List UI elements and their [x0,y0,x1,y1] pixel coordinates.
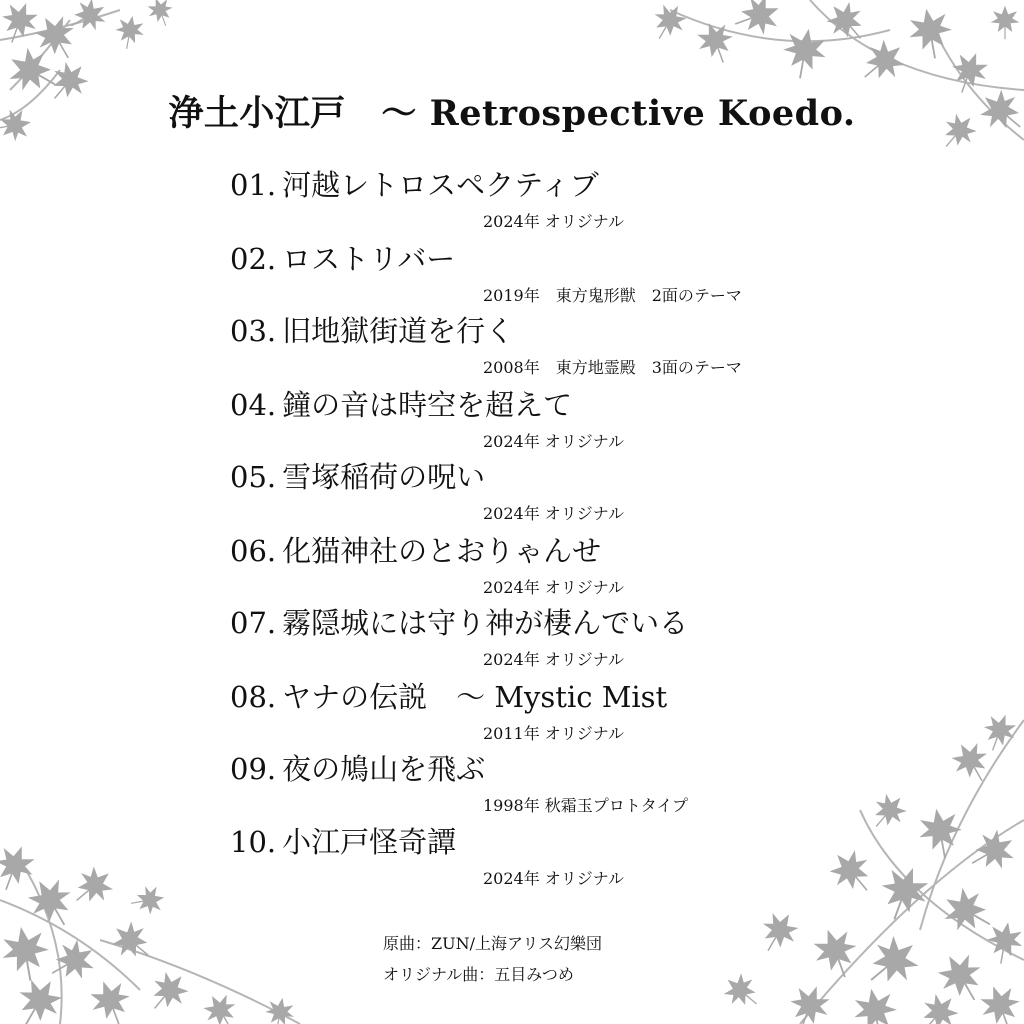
track-item [230,459,850,523]
track-item [230,605,850,669]
track-title: 河越レトロスペクティブ [282,168,599,202]
maple-foliage-bottom-right [620,700,1024,1024]
original-music-credit: オリジナル曲：五目みつめ [383,965,574,984]
track-item [230,387,850,451]
track-item [230,679,850,743]
track-note: 1998年 秋霜玉プロトタイプ [483,796,689,815]
maple-foliage-bottom-left [0,840,360,1024]
credits [383,928,602,990]
album-title: 浄土小江戸 ～ Retrospective Koedo. [168,93,856,134]
track-title: 夜の鳩山を飛ぶ [282,752,486,786]
track-title: 鐘の音は時空を超えて [282,388,573,422]
track-note: 2024年 オリジナル [483,212,625,231]
track-note: 2019年 東方鬼形獣 2面のテーマ [483,286,742,305]
track-title: 雪塚稲荷の呪い [282,460,486,494]
track-number: 04. [230,388,277,422]
track-title: 小江戸怪奇譚 [282,825,457,859]
track-note: 2024年 オリジナル [483,650,625,669]
track-number: 10. [230,825,277,859]
track-title: ロストリバー [282,242,456,276]
track-number: 09. [230,752,277,786]
maple-foliage-top-right [630,0,1024,170]
track-note: 2024年 オリジナル [483,504,625,523]
track-title: 旧地獄街道を行く [282,314,515,348]
track-number: 07. [230,606,277,640]
track-note: 2024年 オリジナル [483,432,625,451]
track-title: 化猫神社のとおりゃんせ [282,534,602,568]
track-title: ヤナの伝説 ～ Mystic Mist [282,680,668,714]
track-number: 05. [230,460,277,494]
track-note: 2008年 東方地霊殿 3面のテーマ [483,358,742,377]
track-item [230,824,850,888]
maple-foliage-top-left [0,0,190,170]
track-item [230,313,850,377]
track-title: 霧隠城には守り神が棲んでいる [282,606,689,640]
track-note: 2024年 オリジナル [483,578,625,597]
track-number: 08. [230,680,277,714]
track-number: 03. [230,314,277,348]
track-number: 06. [230,534,277,568]
track-item [230,751,850,815]
original-composer-credit: 原曲：ZUN/上海アリス幻樂団 [383,934,603,953]
track-item [230,167,850,231]
track-number: 02. [230,242,277,276]
track-item [230,241,850,305]
track-note: 2011年 オリジナル [483,724,625,743]
track-note: 2024年 オリジナル [483,869,625,888]
track-item [230,533,850,597]
track-number: 01. [230,168,277,202]
